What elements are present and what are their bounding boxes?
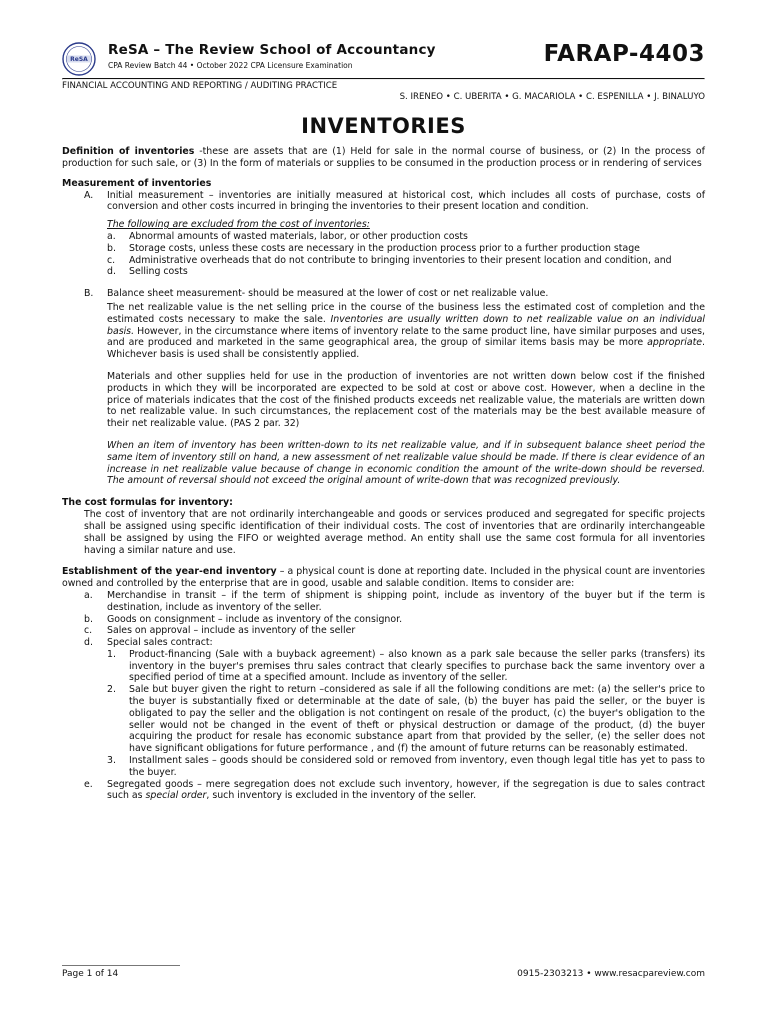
cost-formulas-heading: The cost formulas for inventory: (62, 497, 233, 509)
course-title: FINANCIAL ACCOUNTING AND REPORTING / AUDITING PRACTICE (62, 81, 338, 91)
excluded-list (107, 231, 705, 278)
special-sales-item: 3. Installment sales – goods should be considered sold or removed from inventory, even though legal title has yet to pass to the buyer. (107, 755, 705, 778)
excluded-item: a. Abnormal amounts of wasted materials, labor, or other production costs (107, 230, 468, 242)
excluded-heading: The following are excluded from the cost of inventories: (107, 219, 370, 231)
measurement-heading: Measurement of inventories (62, 177, 212, 189)
page-title: INVENTORIES (301, 114, 466, 138)
document-header (62, 38, 705, 78)
contact-info: 0915-2303213 • www.resacpareview.com (517, 969, 705, 979)
footer-divider (62, 965, 180, 966)
nrv-paragraph-3: When an item of inventory has been written-down to its net realizable value, and if in subsequent balance sheet period the same item of inventory still on hand, a new assessment of net realizable value should be made. If there is clear evidence of an increase in net realizable value because of change in economic condition the amount of the write-down should be reversed. The amount of reversal should not exceed the original amount of write-down that was recognized previously. (107, 439, 705, 487)
special-sales-list (107, 649, 705, 779)
year-end-item: c. Sales on approval – include as inventory of the seller (84, 625, 356, 637)
year-end-item: a. Merchandise in transit – if the term of shipment is shipping point, include as inventory of the buyer but if the term is destination, include as inventory of the seller. (84, 589, 705, 613)
cost-formulas-paragraph: The cost of inventory that are not ordinarily interchangeable and goods or services produced and segregated for specific projects shall be assigned using specific identification of their individual costs. The cost of inventories that are ordinarily interchangeable shall be assigned by using the FIFO or weighted average method. An entity shall use the same cost formula for all inventories having a similar nature and use. (84, 509, 705, 556)
measurement-b: B. Balance sheet measurement- should be measured at the lower of cost or net realizable value. (84, 288, 549, 300)
year-end-item: d. Special sales contract: (84, 637, 213, 649)
org-name: ReSA – The Review School of Accountancy (108, 42, 436, 58)
document-code: FARAP-4403 (543, 41, 705, 67)
definition-term: Definition of inventories (62, 146, 195, 157)
org-subtitle: CPA Review Batch 44 • October 2022 CPA Licensure Examination (108, 61, 353, 70)
page-number: Page 1 of 14 (62, 969, 119, 979)
definition-text: -these are assets that are (1) Held for sale in the normal course of business, or (2) In the process of production for such sale, or (3) In the form of materials or supplies to be consumed in the production process or in rendering of services (62, 146, 705, 169)
year-end-item-e: e. Segregated goods – mere segregation does not exclude such inventory, however, if the segregation is due to sales contract such as special order, such inventory is excluded in the inventory of the seller. (84, 778, 705, 802)
excluded-item: c. Administrative overheads that do not contribute to bringing inventories to their present location and condition, and (107, 254, 672, 266)
nrv-paragraph-1: The net realizable value is the net selling price in the course of the business less the estimated cost of completion and the estimated costs necessary to make the sale. Inventories are usually written down to net realizable value on an individual basis. However, in the circumstance where items of inventory relate to the same product line, have similar purposes and uses, and are produced and marketed in the same geographical area, the group of similar items basis may be more appropriate. Whichever basis is used shall be consistently applied. (107, 301, 705, 361)
special-sales-item: 2. Sale but buyer given the right to return –considered as sale if all the following conditions are met: (a) the seller's price to the buyer is substantially fixed or determinable at the date of sale, (b) the buyer has paid the seller, or the buyer is obligated to pay the seller and the obligation is not contingent on resale of the product, (c) the buyer's obligation to the seller would not be changed in the event of theft or physical destruction or damage of the product, (d) the buyer acquiring the product for resale has economic substance apart from that provided by the seller, (e) the seller does not have significant obligations for future performance , and (f) the amount of future returns can be reasonably estimated. (107, 684, 705, 755)
resa-logo-icon (62, 42, 96, 76)
year-end-list (84, 590, 705, 649)
special-sales-item: 1. Product-financing (Sale with a buyback agreement) – also known as a park sale because the seller parks (transfers) its inventory in the buyer's premises thru sales contract that clearly specifies to purchase back the same inventory over a specified period of time at a specified amount. Include as inventory of the seller. (107, 648, 705, 684)
logo-text: ReSA (70, 56, 88, 63)
measurement-a: A. Initial measurement – inventories are initially measured at historical cost, which includes all costs of purchase, costs of conversion and other costs incurred in bringing the inventories to their present location and condition. (84, 189, 705, 213)
header-divider (62, 78, 705, 80)
excluded-item: b. Storage costs, unless these costs are necessary in the production process prior to a further production stage (107, 242, 640, 254)
definition-paragraph (62, 146, 705, 170)
year-end-paragraph: Establishment of the year-end inventory – a physical count is done at reporting date. Included in the physical count are inventories owned and controlled by the enterprise that are in good, usable and salable condition. Items to consider are: (62, 566, 705, 590)
year-end-item: b. Goods on consignment – include as inventory of the consignor. (84, 613, 403, 625)
page-footer (62, 965, 705, 979)
nrv-paragraph-2: Materials and other supplies held for use in the production of inventories are not written down below cost if the finished products in which they will be incorporated are expected to be sold at cost or above cost. However, when a decline in the price of materials indicates that the cost of the finished products exceeds net realizable value, the materials are written down to net realizable value. In such circumstances, the replacement cost of the materials may be the best available measure of their net realizable value. (PAS 2 par. 32) (107, 370, 705, 430)
excluded-item: d. Selling costs (107, 266, 188, 278)
authors: S. IRENEO • C. UBERITA • G. MACARIOLA • C. ESPENILLA • J. BINALUYO (399, 92, 705, 102)
